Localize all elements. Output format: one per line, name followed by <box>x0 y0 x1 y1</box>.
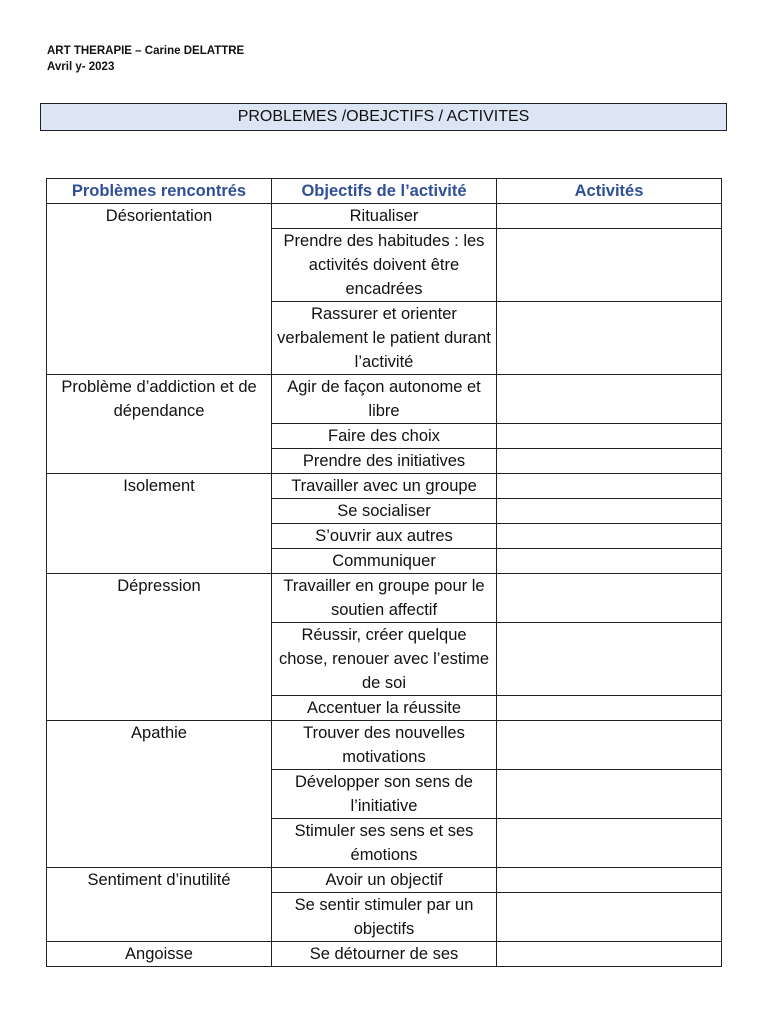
author-line: ART THERAPIE – Carine DELATTRE <box>47 45 245 57</box>
problem-cell: Isolement <box>47 474 272 574</box>
table-row <box>47 721 722 770</box>
objective-cell: Faire des choix <box>272 424 497 449</box>
objective-cell: Agir de façon autonome et libre <box>272 375 497 424</box>
column-header-objectives: Objectifs de l’activité <box>272 179 497 204</box>
table-row <box>47 375 722 424</box>
activity-cell[interactable] <box>497 524 722 549</box>
objective-cell: Stimuler ses sens et ses émotions <box>272 819 497 868</box>
objective-cell: Se socialiser <box>272 499 497 524</box>
activity-cell[interactable] <box>497 893 722 942</box>
section-title-banner <box>40 103 727 131</box>
activity-cell[interactable] <box>497 696 722 721</box>
table-row <box>47 204 722 229</box>
table-header-row <box>47 179 722 204</box>
problem-cell: Sentiment d’inutilité <box>47 868 272 942</box>
activity-cell[interactable] <box>497 375 722 424</box>
activity-cell[interactable] <box>497 623 722 696</box>
activity-cell[interactable] <box>497 474 722 499</box>
activity-cell[interactable] <box>497 721 722 770</box>
problem-cell: Désorientation <box>47 204 272 375</box>
table-row <box>47 942 722 967</box>
objective-cell: Ritualiser <box>272 204 497 229</box>
objective-cell: Accentuer la réussite <box>272 696 497 721</box>
problem-cell: Dépression <box>47 574 272 721</box>
problems-objectives-table <box>46 178 722 967</box>
table-row <box>47 868 722 893</box>
objective-cell: Réussir, créer quelque chose, renouer avec l’estime de soi <box>272 623 497 696</box>
problem-cell: Angoisse <box>47 942 272 967</box>
objective-cell: Se sentir stimuler par un objectifs <box>272 893 497 942</box>
objective-cell: Travailler avec un groupe <box>272 474 497 499</box>
objective-cell: Prendre des habitudes : les activités doivent être encadrées <box>272 229 497 302</box>
activity-cell[interactable] <box>497 424 722 449</box>
objective-cell: Développer son sens de l’initiative <box>272 770 497 819</box>
objective-cell: Travailler en groupe pour le soutien affectif <box>272 574 497 623</box>
objective-cell: S’ouvrir aux autres <box>272 524 497 549</box>
activity-cell[interactable] <box>497 229 722 302</box>
activity-cell[interactable] <box>497 204 722 229</box>
objective-cell: Trouver des nouvelles motivations <box>272 721 497 770</box>
activity-cell[interactable] <box>497 942 722 967</box>
activity-cell[interactable] <box>497 819 722 868</box>
section-title: PROBLEMES /OBEJCTIFS / ACTIVITES <box>237 108 530 125</box>
table-row <box>47 574 722 623</box>
activity-cell[interactable] <box>497 499 722 524</box>
objective-cell: Rassurer et orienter verbalement le patient durant l’activité <box>272 302 497 375</box>
table-row <box>47 474 722 499</box>
objective-cell: Avoir un objectif <box>272 868 497 893</box>
activity-cell[interactable] <box>497 449 722 474</box>
objective-cell: Prendre des initiatives <box>272 449 497 474</box>
column-header-problems: Problèmes rencontrés <box>47 179 272 204</box>
date-line: Avril y- 2023 <box>47 61 115 73</box>
objective-cell: Se détourner de ses <box>272 942 497 967</box>
problem-cell: Problème d’addiction et de dépendance <box>47 375 272 474</box>
activity-cell[interactable] <box>497 549 722 574</box>
activity-cell[interactable] <box>497 302 722 375</box>
activity-cell[interactable] <box>497 574 722 623</box>
column-header-activities: Activités <box>497 179 722 204</box>
table-body <box>47 204 722 967</box>
document-header <box>47 43 244 75</box>
activity-cell[interactable] <box>497 868 722 893</box>
objective-cell: Communiquer <box>272 549 497 574</box>
problem-cell: Apathie <box>47 721 272 868</box>
activity-cell[interactable] <box>497 770 722 819</box>
